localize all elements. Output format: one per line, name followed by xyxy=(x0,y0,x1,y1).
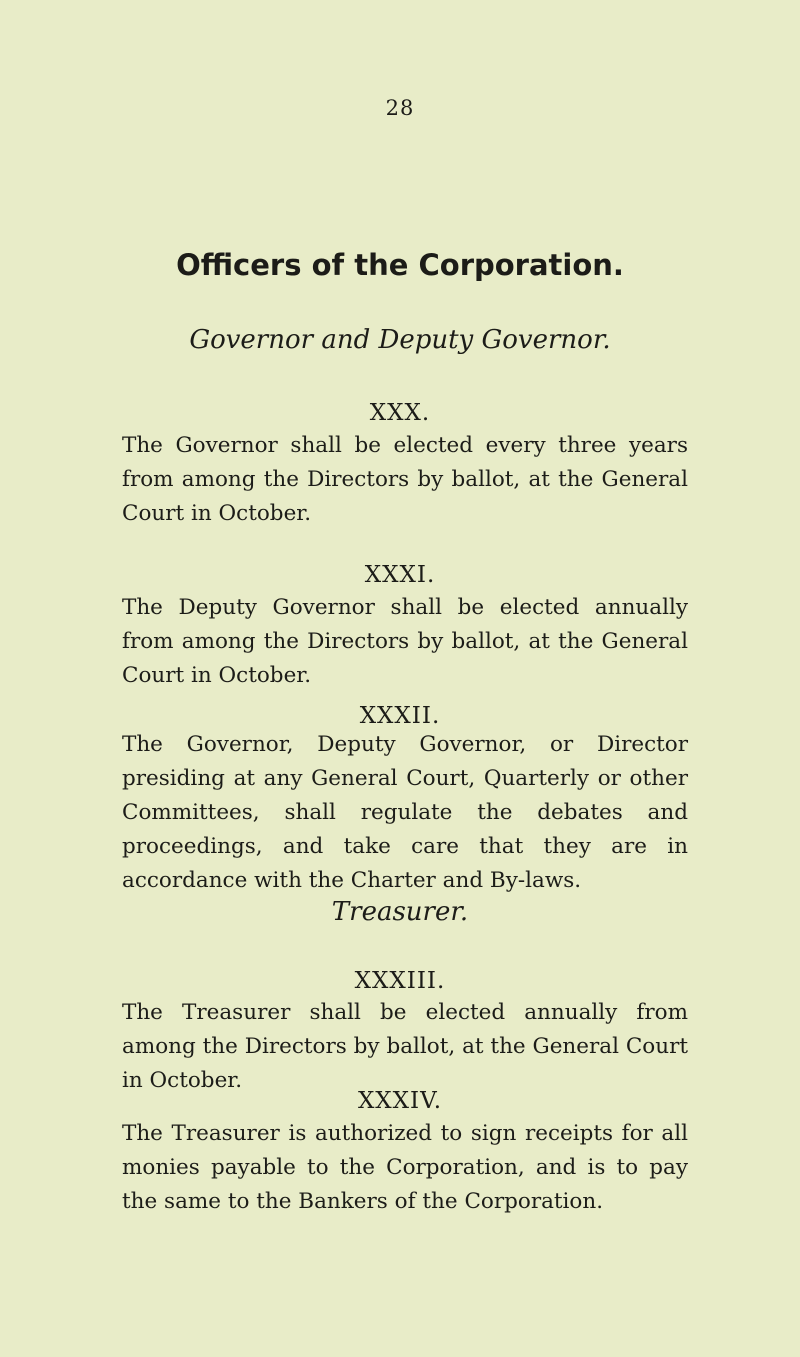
section-heading-governor: Governor and Deputy Governor. xyxy=(189,325,611,355)
article-number-xxxi: XXXI. xyxy=(364,562,436,588)
article-number-xxxiii: XXXIII. xyxy=(354,968,446,994)
article-number-xxx: XXX. xyxy=(369,400,431,426)
page-title: Officers of the Corporation. xyxy=(176,248,624,282)
article-number-xxxiv: XXXIV. xyxy=(357,1088,443,1114)
section-heading-treasurer: Treasurer. xyxy=(331,897,469,927)
article-text-xxx: The Governor shall be elected every three years from among the Directors by ballot, at the General Court in October. xyxy=(122,433,688,526)
article-text-xxxii: The Governor, Deputy Governor, or Director presiding at any General Court, Quarterly or other Committees, shall regulate the debates and proceedings, and take care that they are in accordance with the Charter and By-laws. xyxy=(122,732,688,893)
article-text-xxxiii: The Treasurer shall be elected annually from among the Directors by ballot, at the General Court in October. xyxy=(122,1000,688,1093)
article-number-xxxii: XXXII. xyxy=(359,703,441,729)
article-text-xxxiv: The Treasurer is authorized to sign receipts for all monies payable to the Corporation, and is to pay the same to the Bankers of the Corporation. xyxy=(122,1121,688,1214)
article-text-xxxi: The Deputy Governor shall be elected annually from among the Directors by ballot, at the General Court in October. xyxy=(122,595,688,688)
page-number: 28 xyxy=(385,96,415,120)
